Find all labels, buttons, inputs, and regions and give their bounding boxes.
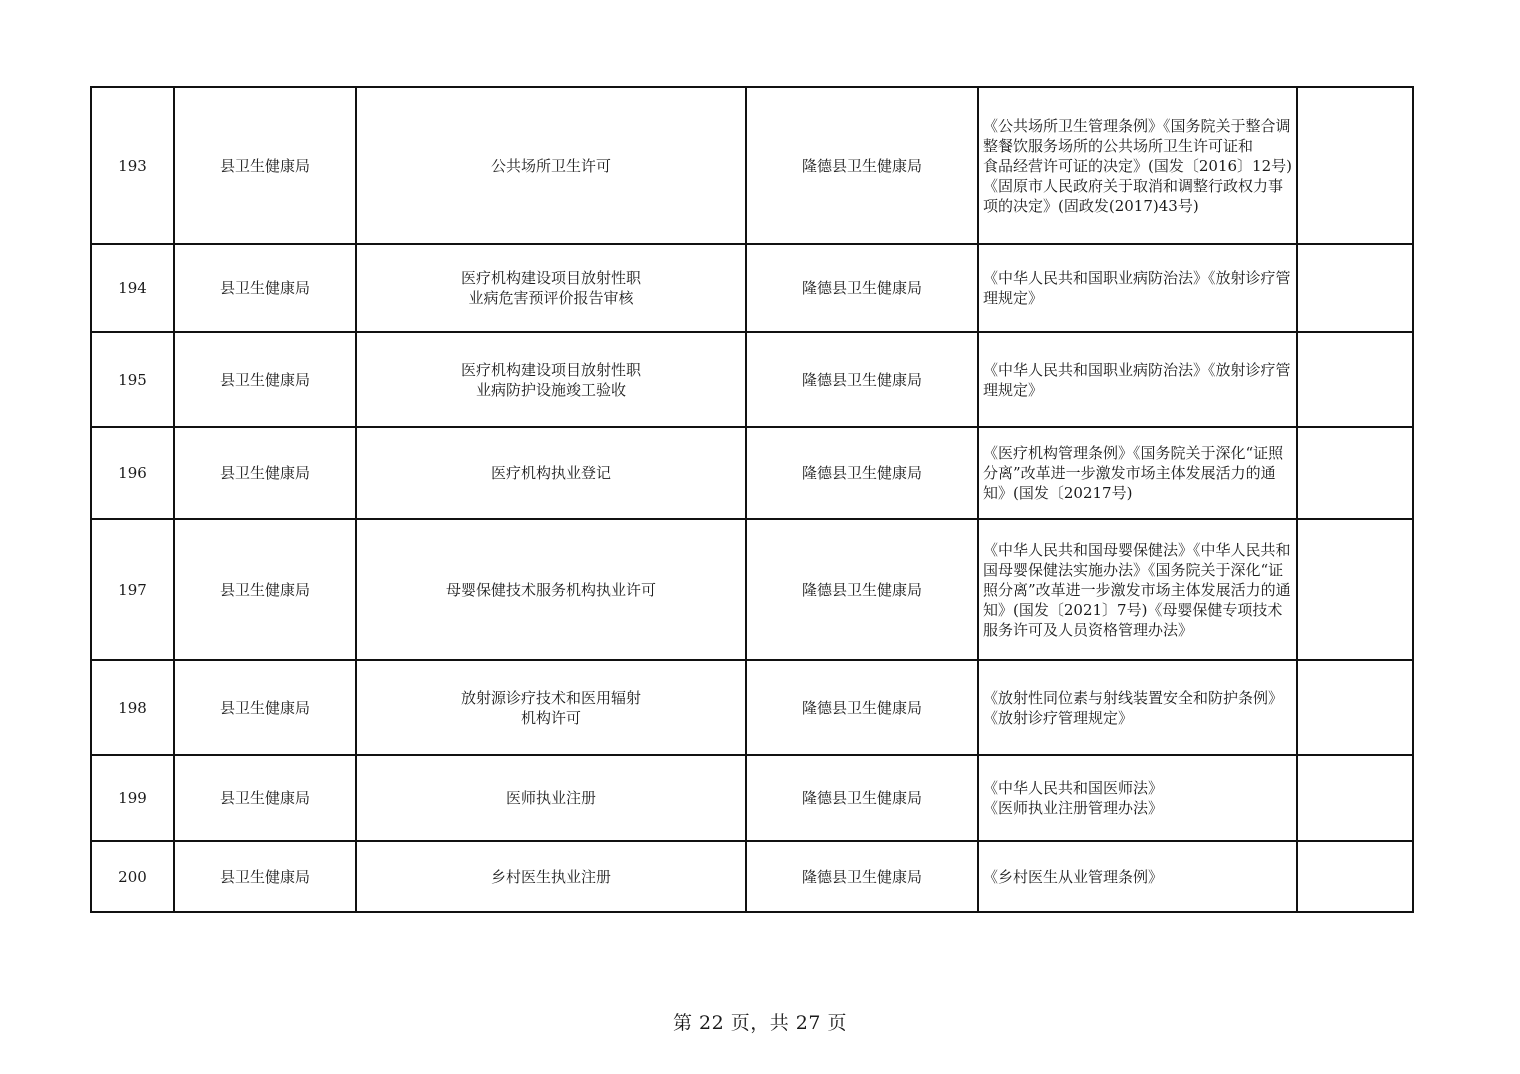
item-name: 公共场所卫生许可 xyxy=(490,156,611,175)
department-cell: 县卫生健康局 xyxy=(174,87,356,244)
implementer-cell: 隆德县卫生健康局 xyxy=(746,332,978,427)
implementer-cell: 隆德县卫生健康局 xyxy=(746,755,978,841)
row-number: 193 xyxy=(91,87,174,244)
item-name: 医疗机构建设项目放射性职 业病防护设施竣工验收 xyxy=(460,360,641,399)
table-row xyxy=(91,427,1413,519)
row-number: 198 xyxy=(91,660,174,755)
item-name-cell xyxy=(356,244,746,332)
implementer-cell: 隆德县卫生健康局 xyxy=(746,427,978,519)
department-cell: 县卫生健康局 xyxy=(174,244,356,332)
table-row xyxy=(91,519,1413,660)
legal-basis-cell: 《医疗机构管理条例》《国务院关于深化“证照分离”改革进一步激发市场主体发展活力的通知》(国发〔20217号) xyxy=(978,427,1297,519)
item-name-cell xyxy=(356,519,746,660)
item-name: 母婴保健技术服务机构执业许可 xyxy=(445,580,656,599)
department-cell: 县卫生健康局 xyxy=(174,841,356,912)
note-cell xyxy=(1297,519,1413,660)
item-name-cell xyxy=(356,660,746,755)
table-row xyxy=(91,244,1413,332)
item-name: 医疗机构执业登记 xyxy=(490,464,611,482)
implementer-cell: 隆德县卫生健康局 xyxy=(746,841,978,912)
row-number: 199 xyxy=(91,755,174,841)
legal-basis-cell: 《中华人民共和国母婴保健法》《中华人民共和国母婴保健法实施办法》《国务院关于深化“证照分离”改革进一步激发市场主体发展活力的通知》(国发〔2021〕7号)《母婴保健专项技术服务许可及人员资格管理办法》 xyxy=(978,519,1297,660)
department-cell: 县卫生健康局 xyxy=(174,519,356,660)
item-name: 乡村医生执业注册 xyxy=(490,867,611,886)
legal-basis-cell: 《放射性同位素与射线装置安全和防护条例》 《放射诊疗管理规定》 xyxy=(978,660,1297,755)
item-name-cell xyxy=(356,87,746,244)
legal-basis-cell: 《中华人民共和国医师法》 《医师执业注册管理办法》 xyxy=(978,755,1297,841)
row-number: 200 xyxy=(91,841,174,912)
items-table xyxy=(90,86,1414,913)
legal-basis-cell: 《中华人民共和国职业病防治法》《放射诊疗管理规定》 xyxy=(978,332,1297,427)
row-number: 196 xyxy=(91,427,174,519)
note-cell xyxy=(1297,755,1413,841)
note-cell xyxy=(1297,332,1413,427)
row-number: 195 xyxy=(91,332,174,427)
department-cell: 县卫生健康局 xyxy=(174,332,356,427)
item-name: 医师执业注册 xyxy=(505,789,596,807)
implementer-cell: 隆德县卫生健康局 xyxy=(746,660,978,755)
table-row xyxy=(91,755,1413,841)
table-row xyxy=(91,660,1413,755)
table-row xyxy=(91,87,1413,244)
item-name-cell xyxy=(356,332,746,427)
item-name-cell xyxy=(356,755,746,841)
row-number: 194 xyxy=(91,244,174,332)
note-cell xyxy=(1297,87,1413,244)
note-cell xyxy=(1297,841,1413,912)
note-cell xyxy=(1297,427,1413,519)
item-name: 放射源诊疗技术和医用辐射 机构许可 xyxy=(460,688,641,727)
row-number: 197 xyxy=(91,519,174,660)
item-name: 医疗机构建设项目放射性职 业病危害预评价报告审核 xyxy=(460,269,641,307)
department-cell: 县卫生健康局 xyxy=(174,660,356,755)
department-cell: 县卫生健康局 xyxy=(174,427,356,519)
table-row xyxy=(91,841,1413,912)
legal-basis-cell: 《中华人民共和国职业病防治法》《放射诊疗管理规定》 xyxy=(978,244,1297,332)
department-cell: 县卫生健康局 xyxy=(174,755,356,841)
implementer-cell: 隆德县卫生健康局 xyxy=(746,87,978,244)
note-cell xyxy=(1297,244,1413,332)
legal-basis-cell: 《公共场所卫生管理条例》《国务院关于整合调整餐饮服务场所的公共场所卫生许可证和 食品经营许可证的决定》(国发〔2016〕12号) 《固原市人民政府关于取消和调整行政权力事项的决定》(固政发(2017)43号) xyxy=(978,87,1297,244)
implementer-cell: 隆德县卫生健康局 xyxy=(746,244,978,332)
page-number: 第 22 页，共 27 页 xyxy=(672,1012,847,1034)
legal-basis-cell: 《乡村医生从业管理条例》 xyxy=(978,841,1297,912)
note-cell xyxy=(1297,660,1413,755)
implementer-cell: 隆德县卫生健康局 xyxy=(746,519,978,660)
table-row xyxy=(91,332,1413,427)
item-name-cell xyxy=(356,427,746,519)
item-name-cell xyxy=(356,841,746,912)
